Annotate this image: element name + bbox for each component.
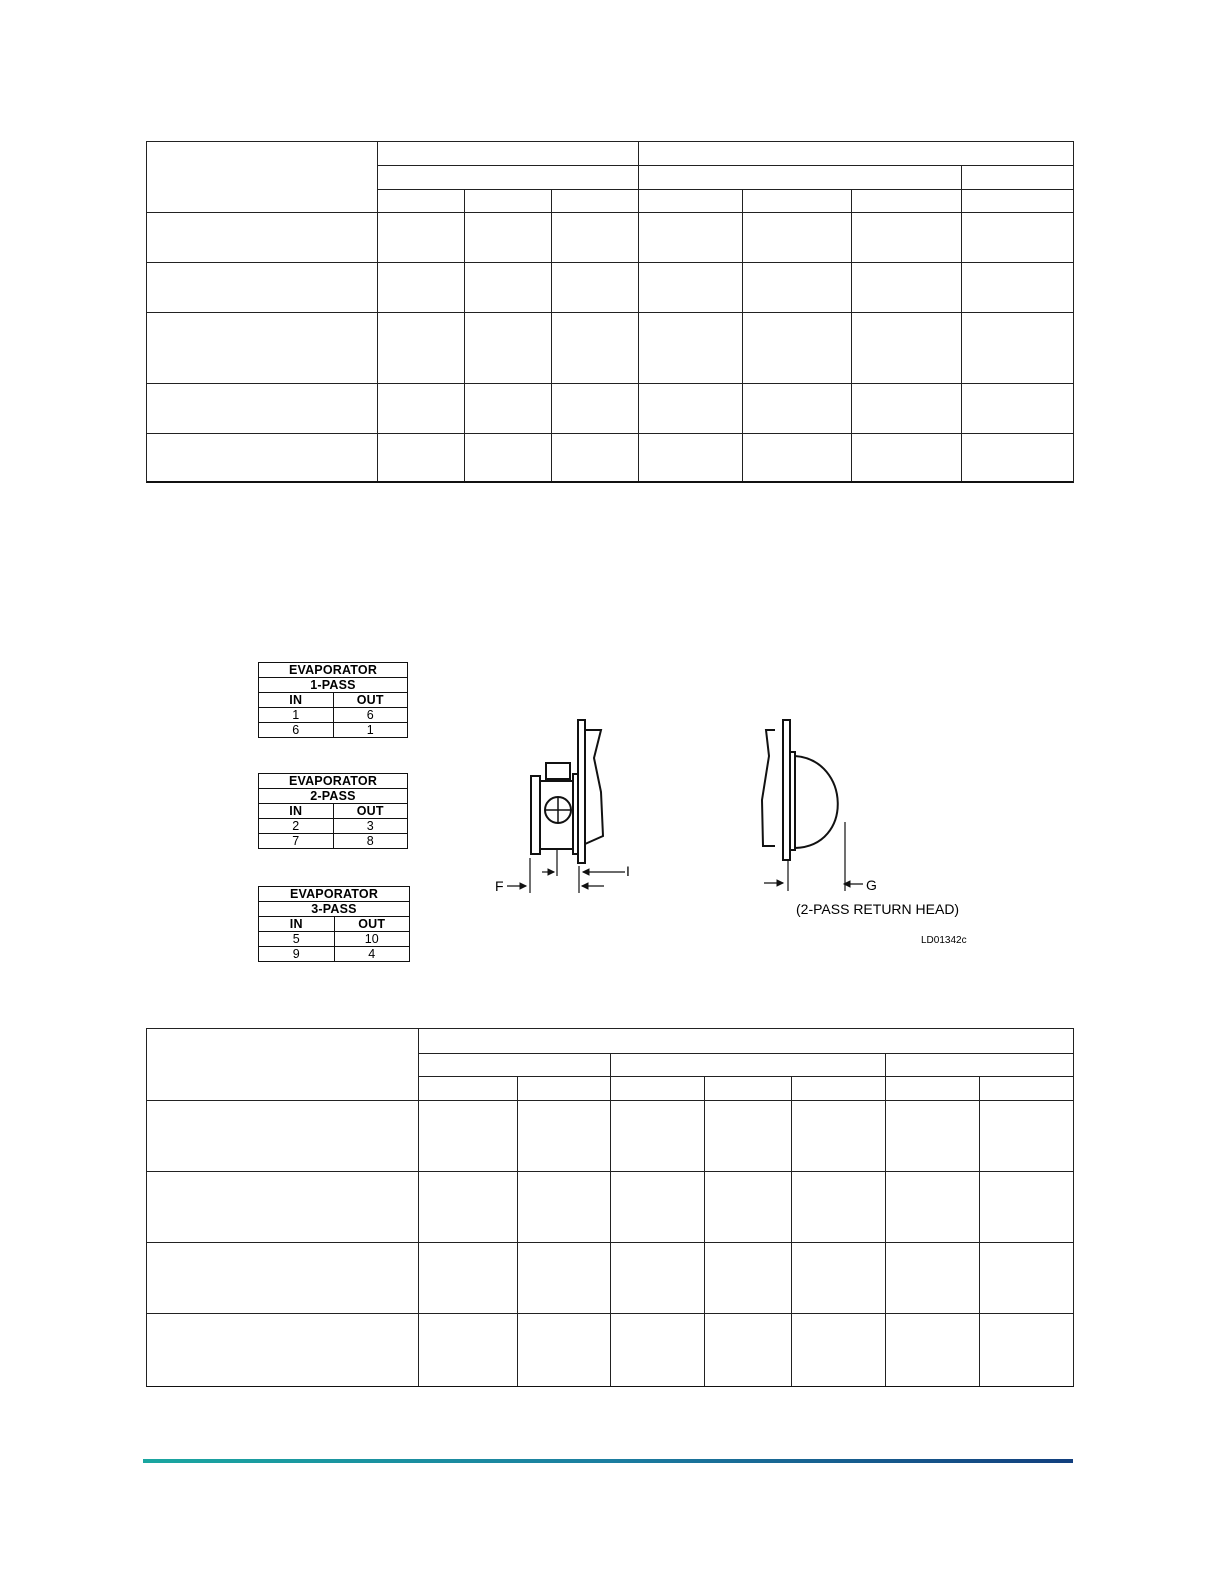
out-value: 4: [334, 947, 410, 962]
evaporator-1-pass-table: [258, 662, 408, 738]
table-rule: [147, 262, 1073, 263]
pass-label: 3-PASS: [259, 902, 410, 917]
in-value: 1: [259, 708, 334, 723]
table-title: EVAPORATOR: [259, 663, 408, 678]
dimension-label-i: I: [626, 863, 630, 879]
dimension-label-f: F: [495, 878, 504, 894]
drawing-code: LD01342c: [921, 935, 967, 946]
table-rule: [851, 189, 852, 481]
table-rule: [885, 1053, 886, 1386]
out-value: 1: [333, 723, 408, 738]
table-rule: [961, 165, 962, 481]
table-rule: [742, 189, 743, 481]
table-rule: [147, 212, 1073, 213]
col-in-header: IN: [259, 693, 334, 708]
in-value: 5: [259, 932, 335, 947]
table-rule: [147, 433, 1073, 434]
table-rule: [377, 165, 1073, 166]
tube-sheet: [578, 720, 585, 863]
in-value: 6: [259, 723, 334, 738]
table-rule: [704, 1076, 705, 1386]
table-rule: [638, 142, 639, 481]
shell-break: [585, 730, 603, 844]
footer-accent-line: [143, 1459, 1073, 1463]
out-value: 10: [334, 932, 410, 947]
table-title: EVAPORATOR: [259, 887, 410, 902]
table-rule: [610, 1053, 611, 1386]
pass-label: 2-PASS: [259, 789, 408, 804]
shell-break-right: [762, 730, 775, 846]
table-rule: [791, 1076, 792, 1386]
col-out-header: OUT: [333, 804, 408, 819]
table-rule: [147, 383, 1073, 384]
col-in-header: IN: [259, 917, 335, 932]
table-rule: [979, 1076, 980, 1386]
out-value: 3: [333, 819, 408, 834]
return-head: [795, 756, 838, 848]
table-rule: [418, 1029, 419, 1386]
col-in-header: IN: [259, 804, 334, 819]
out-value: 8: [333, 834, 408, 849]
drawing-caption: (2-PASS RETURN HEAD): [796, 901, 960, 917]
evaporator-2-pass-table: [258, 773, 408, 849]
table-rule: [551, 189, 552, 481]
table-rule: [418, 1053, 1073, 1054]
table-rule: [147, 312, 1073, 313]
table-title: EVAPORATOR: [259, 774, 408, 789]
in-value: 2: [259, 819, 334, 834]
gasket-right: [790, 752, 795, 850]
col-out-header: OUT: [334, 917, 410, 932]
col-out-header: OUT: [333, 693, 408, 708]
out-value: 6: [333, 708, 408, 723]
nozzle-dimension-drawing: [470, 700, 990, 960]
table-rule: [377, 189, 1073, 190]
table-rule: [464, 189, 465, 481]
tube-sheet-right: [783, 720, 790, 860]
top-dimension-table: [146, 141, 1074, 483]
table-rule: [377, 142, 378, 481]
pass-label: 1-PASS: [259, 678, 408, 693]
dimension-label-g: G: [866, 877, 877, 893]
evaporator-3-pass-table: [258, 886, 410, 962]
bottom-dimension-table: [146, 1028, 1074, 1387]
in-value: 7: [259, 834, 334, 849]
flange-boss: [546, 763, 570, 779]
table-rule: [517, 1076, 518, 1386]
flange-outer: [531, 776, 540, 854]
in-value: 9: [259, 947, 335, 962]
